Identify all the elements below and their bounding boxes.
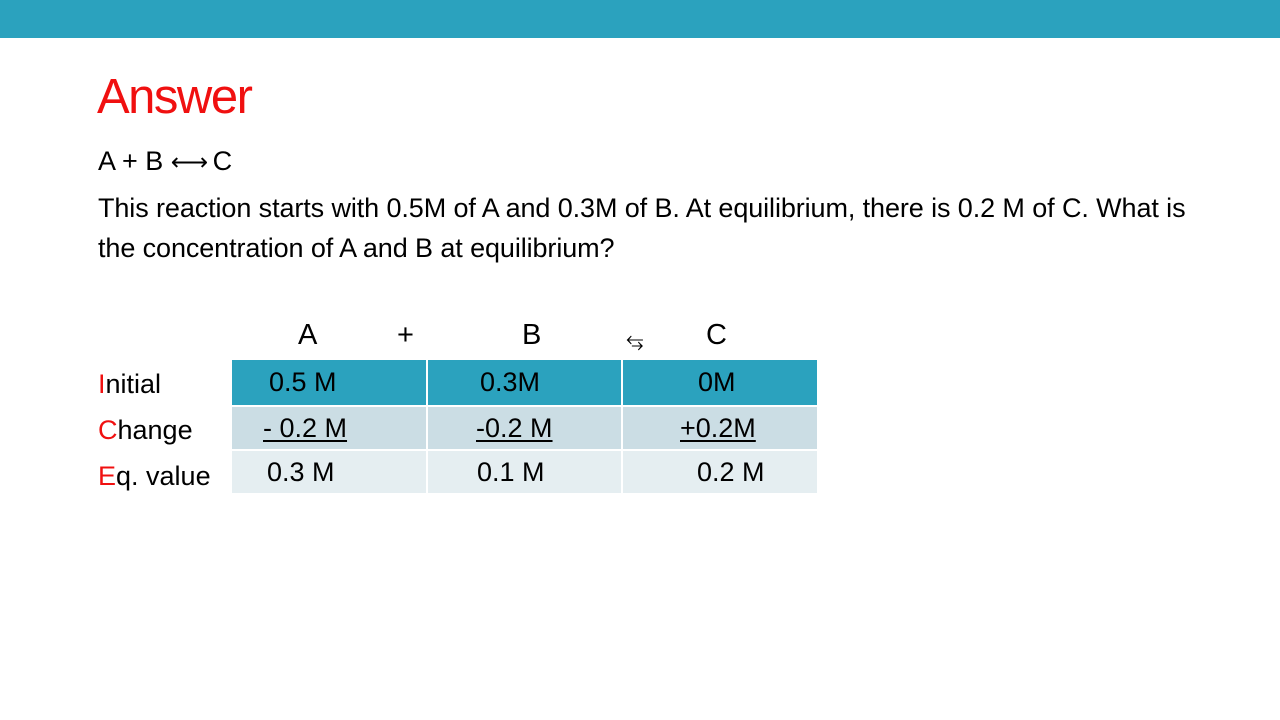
ice-header-b: B: [522, 319, 542, 351]
row-label-change-letter: C: [98, 415, 118, 445]
top-accent-bar: [0, 0, 1280, 38]
cell-change-b: [427, 406, 622, 450]
ice-table: [232, 360, 817, 495]
slide-title: Answer: [97, 70, 252, 124]
equation-reactants: A + B: [98, 146, 164, 176]
problem-statement: This reaction starts with 0.5M of A and 0.3M of B. At equilibrium, there is 0.2 M of C. What is the concentration of A and B at equilibrium?: [98, 193, 1186, 263]
ice-header-plus: +: [397, 319, 414, 351]
cell-initial-b-text: 0.3M: [480, 367, 541, 397]
cell-initial-a: [232, 360, 427, 406]
equilibrium-arrows-icon: ⥃: [626, 328, 644, 353]
row-label-equilibrium-letter: E: [98, 461, 117, 491]
cell-change-a-text: - 0.2 M: [263, 412, 348, 443]
table-row-equilibrium: [232, 450, 817, 494]
reaction-equation: [98, 143, 232, 180]
cell-eq-b-text: 0.1 M: [477, 456, 545, 487]
table-row-change: [232, 406, 817, 450]
row-label-change-rest: hange: [117, 415, 193, 445]
cell-change-a: [232, 406, 427, 450]
cell-eq-a: [232, 450, 427, 494]
cell-initial-a-text: 0.5 M: [269, 367, 337, 397]
row-label-equilibrium-rest: q. value: [116, 461, 211, 491]
equation-product: C: [212, 146, 233, 176]
cell-eq-b: [427, 450, 622, 494]
row-label-equilibrium: [98, 458, 211, 494]
cell-change-b-text: -0.2 M: [476, 412, 553, 443]
row-label-initial-rest: nitial: [105, 369, 162, 399]
table-row-initial: [232, 360, 817, 406]
row-label-change: [98, 412, 193, 448]
ice-header-c: C: [706, 319, 727, 351]
double-arrow-icon: ←→: [170, 148, 206, 176]
row-label-initial: [98, 366, 161, 402]
row-label-initial-letter: I: [98, 369, 106, 399]
cell-change-c-text: +0.2M: [680, 412, 756, 443]
cell-initial-c: [622, 360, 817, 406]
cell-initial-c-text: 0M: [698, 367, 736, 397]
ice-header-a: A: [298, 319, 318, 351]
cell-initial-b: [427, 360, 622, 406]
cell-eq-a-text: 0.3 M: [267, 456, 335, 487]
cell-eq-c-text: 0.2 M: [697, 456, 765, 487]
cell-change-c: [622, 406, 817, 450]
cell-eq-c: [622, 450, 817, 494]
